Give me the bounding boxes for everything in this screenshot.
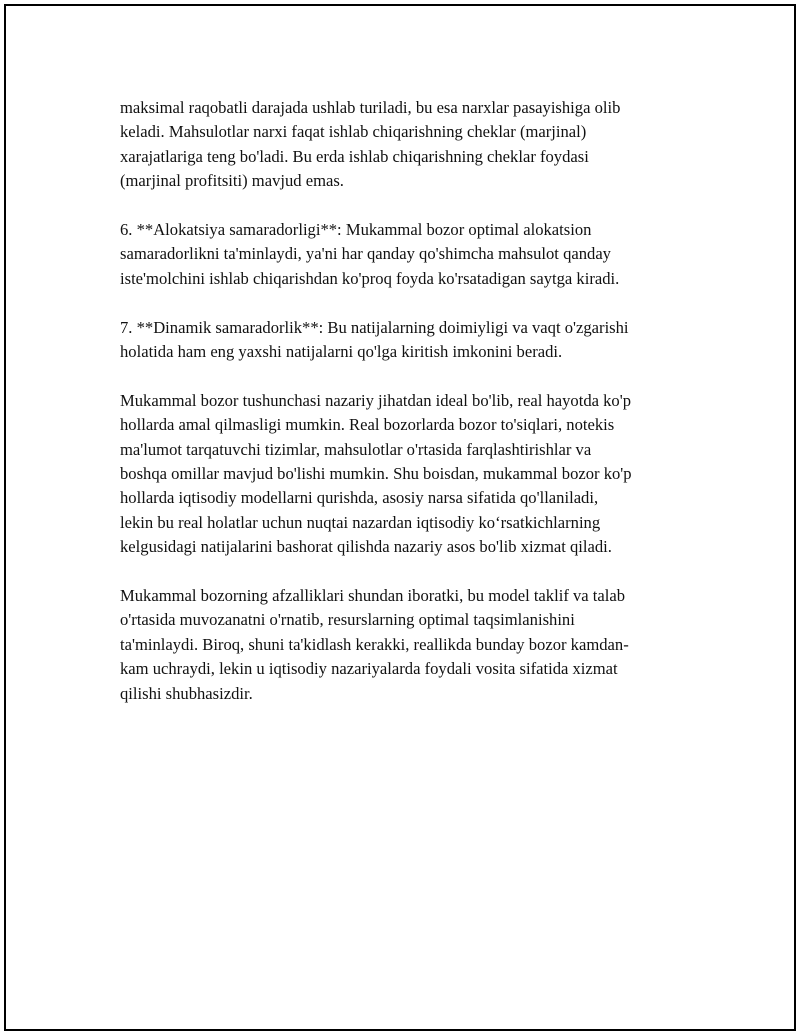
- text-line: ta'minlaydi. Biroq, shuni ta'kidlash kerakki, reallikda bunday bozor kamdan-: [120, 634, 629, 654]
- text-line: o'rtasida muvozanatni o'rnatib, resurslarning optimal taqsimlanishini: [120, 610, 575, 630]
- text-line: hollarda iqtisodiy modellarni qurishda, asosiy narsa sifatida qo'llaniladi,: [120, 488, 599, 508]
- text-line: (marjinal profitsiti) mavjud emas.: [120, 171, 344, 191]
- text-line: 7. **Dinamik samaradorlik**: Bu natijalarning doimiyligi va vaqt o'zgarishi: [120, 317, 629, 337]
- text-line: iste'molchini ishlab chiqarishdan ko'proq foyda ko'rsatadigan saytga kiradi.: [120, 268, 620, 288]
- text-line: keladi. Mahsulotlar narxi faqat ishlab chiqarishning cheklar (marjinal): [120, 122, 587, 142]
- paragraph-dynamic-efficiency: [120, 316, 690, 365]
- text-line: xarajatlariga teng bo'ladi. Bu erda ishlab chiqarishning cheklar foydasi: [120, 146, 589, 166]
- text-line: kelgusidagi natijalarini bashorat qilishda nazariy asos bo'lib xizmat qiladi.: [120, 537, 612, 557]
- text-line: holatida ham eng yaxshi natijalarni qo'lga kiritish imkonini beradi.: [120, 342, 563, 362]
- text-line: Mukammal bozorning afzalliklari shundan iboratki, bu model taklif va talab: [120, 586, 626, 606]
- text-line: kam uchraydi, lekin u iqtisodiy nazariyalarda foydali vosita sifatida xizmat: [120, 659, 618, 679]
- text-line: samaradorlikni ta'minlaydi, ya'ni har qanday qo'shimcha mahsulot qanday: [120, 244, 611, 264]
- text-line: qilishi shubhasizdir.: [120, 683, 253, 703]
- text-line: ma'lumot tarqatuvchi tizimlar, mahsulotlar o'rtasida farqlashtirishlar va: [120, 439, 592, 459]
- text-line: 6. **Alokatsiya samaradorligi**: Mukammal bozor optimal alokatsion: [120, 220, 592, 240]
- text-line: boshqa omillar mavjud bo'lishi mumkin. Shu boisdan, mukammal bozor ko'p: [120, 464, 632, 484]
- paragraph-advantages: [120, 584, 690, 706]
- paragraph-market-efficiency-continued: [120, 96, 690, 194]
- text-line: maksimal raqobatli darajada ushlab turiladi, bu esa narxlar pasayishiga olib: [120, 98, 621, 117]
- document-body: [120, 96, 690, 730]
- text-line: hollarda amal qilmasligi mumkin. Real bozorlarda bozor to'siqlari, notekis: [120, 415, 615, 435]
- text-line: lekin bu real holatlar uchun nuqtai nazardan iqtisodiy ko‘rsatkichlarning: [120, 512, 601, 532]
- text-line: Mukammal bozor tushunchasi nazariy jihatdan ideal bo'lib, real hayotda ko'p: [120, 390, 632, 410]
- paragraph-allocative-efficiency: [120, 218, 690, 291]
- document-page: [4, 4, 796, 1031]
- paragraph-ideal-concept: [120, 389, 690, 560]
